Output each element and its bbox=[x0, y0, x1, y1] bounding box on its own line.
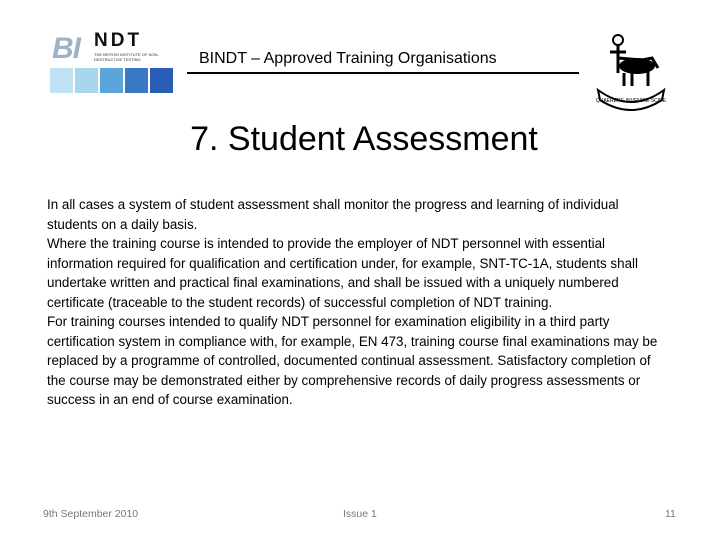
signal-icon bbox=[125, 68, 148, 93]
gear-icon bbox=[150, 68, 173, 93]
crest-logo bbox=[592, 28, 670, 112]
eye-icon bbox=[100, 68, 123, 93]
footer-issue: Issue 1 bbox=[343, 508, 377, 520]
slide-body bbox=[47, 195, 667, 410]
footer-date: 9th September 2010 bbox=[43, 508, 139, 520]
logo-mark: BI bbox=[52, 32, 80, 65]
logo-tagline: THE BRITISH INSTITUTE OF NON-DESTRUCTIVE TESTING bbox=[94, 52, 159, 62]
header-divider bbox=[187, 72, 579, 74]
radiation-icon bbox=[50, 68, 73, 93]
page-number: 11 bbox=[665, 508, 676, 520]
slide-title: 7. Student Assessment bbox=[190, 120, 538, 158]
wave-icon bbox=[75, 68, 98, 93]
paragraph: Where the training course is intended to provide the employer of NDT personnel with essential information required for qualification and certification under, for example, SNT-TC-1A, students shall undertake written and practical final examinations, and shall be issued with a uniquely numbered certificate (traceable to the student records) of successful completion of NDT training. bbox=[47, 236, 638, 310]
bindt-logo bbox=[50, 32, 176, 94]
paragraph: In all cases a system of student assessment shall monitor the progress and learning of individual students on a daily basis. bbox=[47, 197, 619, 232]
paragraph: For training courses intended to qualify NDT personnel for examination eligibility in a third party certification system in compliance with, for example, EN 473, training course final examinations may be replaced by a programme of controlled, documented continual assessment. Satisfactory completion of the course may be demonstrated either by comprehensive records of daily progress assessments or success in an end of course examination. bbox=[47, 314, 658, 407]
crest-motto: QUAERERE·INVENIRE·SCIRE bbox=[595, 98, 667, 104]
header-title: BINDT – Approved Training Organisations bbox=[199, 50, 497, 67]
logo-name: NDT bbox=[94, 30, 143, 51]
